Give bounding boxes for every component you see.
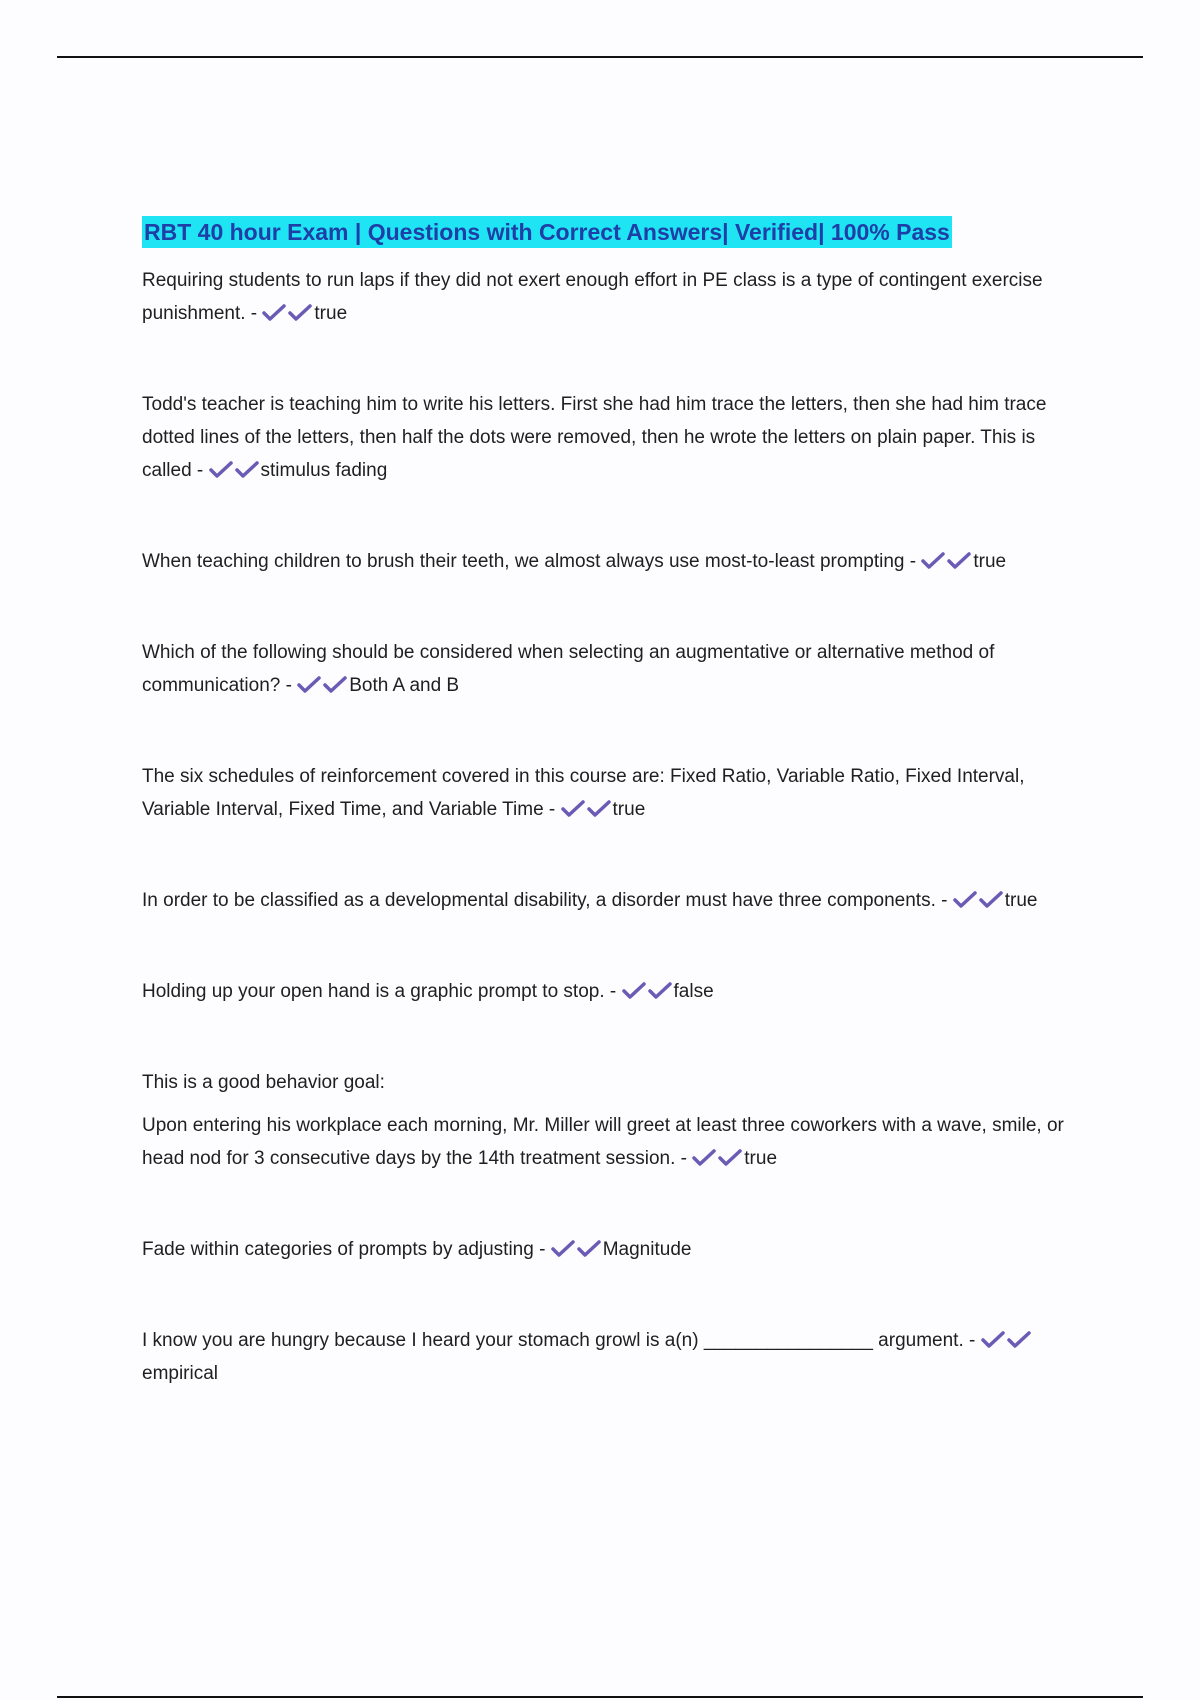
checkmark-icon bbox=[953, 891, 979, 909]
checkmark-icon bbox=[947, 552, 973, 570]
checkmark-icon bbox=[297, 676, 323, 694]
checkmark-icon bbox=[692, 1149, 718, 1167]
question-text: Upon entering his workplace each morning, Mr. Miller will greet at least three coworkers with a wave, smile, or head nod for 3 consecutive days by the 14th treatment session. - bbox=[142, 1115, 1064, 1169]
header-rule bbox=[57, 56, 1143, 58]
answer-text: true bbox=[314, 303, 348, 324]
checkmark-icon bbox=[1007, 1331, 1033, 1349]
document-body bbox=[142, 216, 1082, 1390]
qa-item bbox=[142, 1066, 1082, 1175]
checkmark-icon bbox=[235, 461, 261, 479]
checkmark-icon bbox=[323, 676, 349, 694]
document-title: RBT 40 hour Exam | Questions with Correct Answers| Verified| 100% Pass bbox=[142, 216, 952, 248]
qa-item bbox=[142, 884, 1082, 917]
question-text: Fade within categories of prompts by adjusting - bbox=[142, 1239, 546, 1260]
checkmark-icon bbox=[921, 552, 947, 570]
answer-text: true bbox=[612, 799, 646, 820]
qa-item bbox=[142, 1324, 1082, 1390]
question-text: In order to be classified as a developmental disability, a disorder must have three components. - bbox=[142, 890, 948, 911]
qa-item bbox=[142, 760, 1082, 826]
checkmark-icon bbox=[622, 982, 648, 1000]
qa-item bbox=[142, 264, 1082, 330]
qa-item bbox=[142, 636, 1082, 702]
footer-rule bbox=[57, 1696, 1143, 1698]
answer-text: Both A and B bbox=[349, 675, 460, 696]
question-text: Holding up your open hand is a graphic prompt to stop. - bbox=[142, 981, 617, 1002]
checkmark-icon bbox=[262, 304, 288, 322]
checkmark-icon bbox=[587, 800, 613, 818]
question-text: Which of the following should be considered when selecting an augmentative or alternative method of communication? - bbox=[142, 642, 995, 696]
answer-text: stimulus fading bbox=[260, 460, 388, 481]
checkmark-icon bbox=[979, 891, 1005, 909]
question-intro: This is a good behavior goal: bbox=[142, 1072, 385, 1093]
qa-item bbox=[142, 388, 1082, 487]
qa-item bbox=[142, 1233, 1082, 1266]
checkmark-icon bbox=[718, 1149, 744, 1167]
answer-text: true bbox=[1004, 890, 1038, 911]
checkmark-icon bbox=[288, 304, 314, 322]
question-text: Todd's teacher is teaching him to write his letters. First she had him trace the letters, then she had him trace dotted lines of the letters, then half the dots were removed, then he wrote the letters on plain paper. This is called - bbox=[142, 394, 1047, 481]
checkmark-icon bbox=[648, 982, 674, 1000]
answer-text: Magnitude bbox=[602, 1239, 692, 1260]
checkmark-icon bbox=[981, 1331, 1007, 1349]
answer-text: empirical bbox=[142, 1363, 219, 1384]
answer-text: true bbox=[973, 551, 1007, 572]
qa-item bbox=[142, 975, 1082, 1008]
checkmark-icon bbox=[551, 1240, 577, 1258]
answer-text: false bbox=[673, 981, 714, 1002]
checkmark-icon bbox=[209, 461, 235, 479]
checkmark-icon bbox=[561, 800, 587, 818]
question-text: The six schedules of reinforcement covered in this course are: Fixed Ratio, Variable Ratio, Fixed Interval, Variable Interval, Fixed Time, and Variable Time - bbox=[142, 766, 1025, 820]
checkmark-icon bbox=[577, 1240, 603, 1258]
question-text: Requiring students to run laps if they did not exert enough effort in PE class is a type of contingent exercise punishment. - bbox=[142, 270, 1043, 324]
question-text: I know you are hungry because I heard your stomach growl is a(n) ________________ argument. - bbox=[142, 1330, 976, 1351]
answer-text: true bbox=[744, 1148, 778, 1169]
qa-item bbox=[142, 545, 1082, 578]
question-text: When teaching children to brush their teeth, we almost always use most-to-least prompting - bbox=[142, 551, 917, 572]
